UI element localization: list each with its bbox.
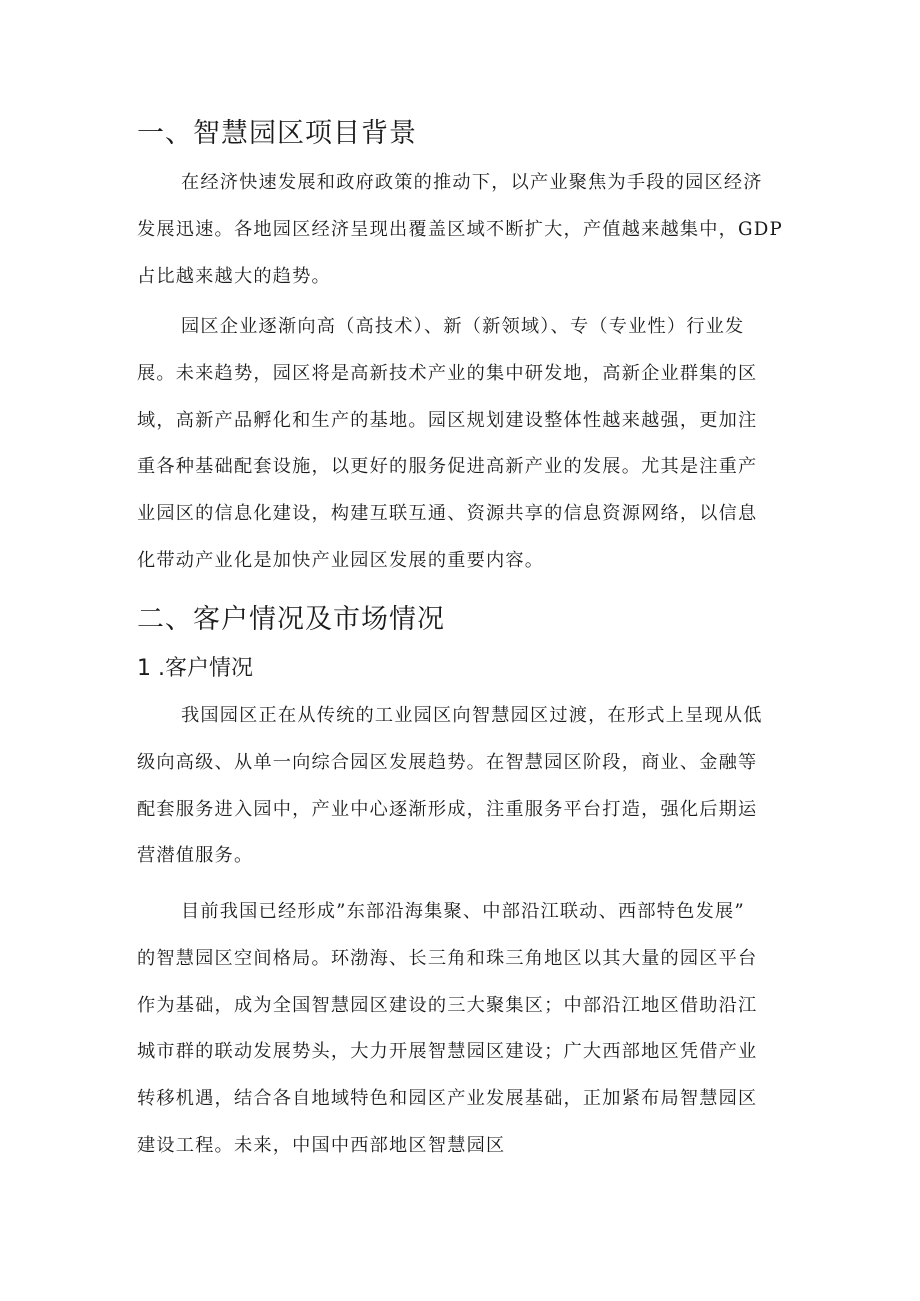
paragraph-line: 化带动产业化是加快产业园区发展的重要内容。: [137, 549, 545, 571]
section-1-paragraph-1: [137, 160, 787, 300]
paragraph-line: 建设工程。未来，中国中西部地区智慧园区: [137, 1134, 506, 1156]
section-1-heading: 一、智慧园区项目背景: [137, 118, 417, 149]
paragraph-line: 营潜值服务。: [137, 845, 254, 867]
paragraph-line: 域，高新产品孵化和生产的基地。园区规划建设整体性越来越强，更加注: [137, 409, 758, 431]
paragraph-line: 发展迅速。各地园区经济呈现出覆盖区域不断扩大，产值越来越集中，GDP: [137, 218, 783, 240]
paragraph-line: 在经济快速发展和政府政策的推动下，以产业聚焦为手段的园区经济: [181, 172, 763, 193]
paragraph-line: 园区企业逐渐向高（高技术）、新（新领域）、专（专业性）行业发: [181, 316, 745, 337]
paragraph-line: 城市群的联动发展势头，大力开展智慧园区建设；广大西部地区凭借产业: [137, 1041, 758, 1063]
paragraph-line: 级向高级、从单一向综合园区发展趋势。在智慧园区阶段，商业、金融等: [137, 751, 758, 773]
paragraph-line: 我国园区正在从传统的工业园区向智慧园区过渡，在形式上呈现从低: [181, 705, 763, 726]
paragraph-line: 占比越来越大的趋势。: [137, 265, 331, 287]
section-2-paragraph-2: [137, 889, 787, 1170]
paragraph-line: 业园区的信息化建设，构建互联互通、资源共享的信息资源网络，以信息: [137, 503, 758, 525]
section-1-paragraph-2: [137, 304, 787, 585]
paragraph-line: 转移机遇，结合各自地域特色和园区产业发展基础，正加紧布局智慧园区: [137, 1088, 758, 1110]
section-2-paragraph-1: [137, 693, 787, 880]
section-2-subheading: 1 .客户情况: [137, 656, 253, 681]
paragraph-line: 目前我国已经形成”东部沿海集聚、中部沿江联动、西部特色发展”: [181, 901, 745, 922]
section-2-heading: 二、客户情况及市场情况: [137, 604, 445, 635]
paragraph-line: 展。未来趋势，园区将是高新技术产业的集中研发地，高新企业群集的区: [137, 362, 758, 384]
paragraph-line: 的智慧园区空间格局。环渤海、长三角和珠三角地区以其大量的园区平台: [137, 947, 758, 969]
paragraph-line: 作为基础，成为全国智慧园区建设的三大聚集区；中部沿江地区借助沿江: [137, 994, 758, 1016]
paragraph-line: 配套服务进入园中，产业中心逐渐形成，注重服务平台打造，强化后期运: [137, 798, 758, 820]
paragraph-line: 重各种基础配套设施，以更好的服务促进高新产业的发展。尤其是注重产: [137, 456, 758, 478]
